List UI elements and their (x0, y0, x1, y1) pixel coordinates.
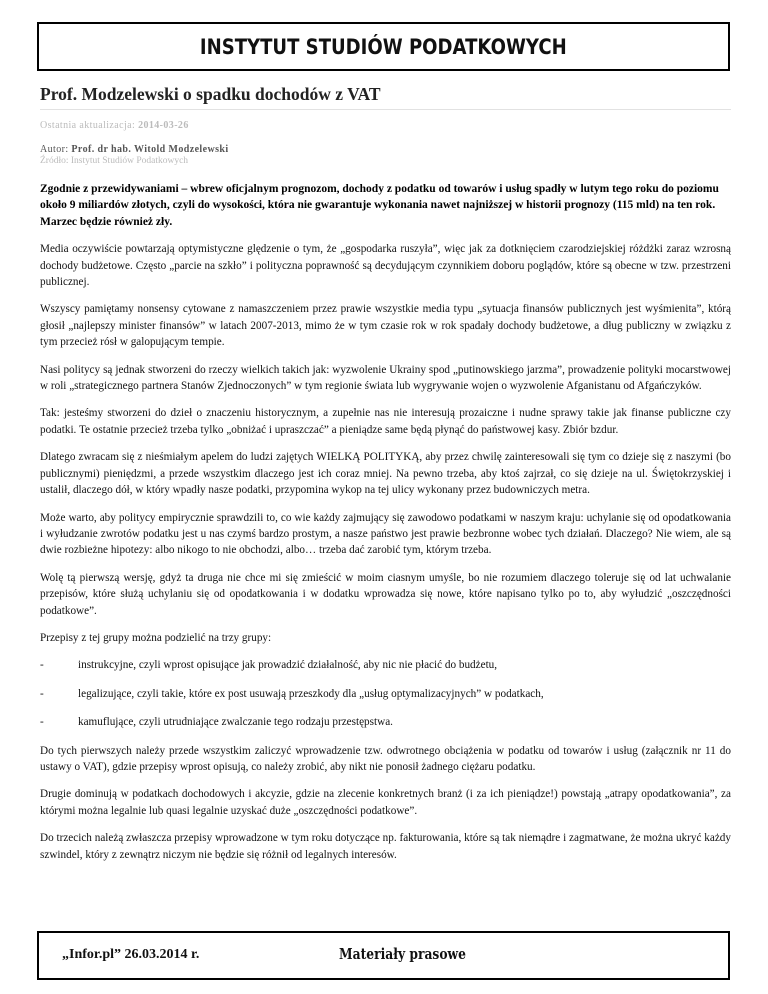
last-updated-date: 2014-03-26 (138, 120, 189, 131)
list-dash: - (40, 716, 44, 729)
paragraph: Tak: jesteśmy stworzeni do dzieł o znaczeniu historycznym, a zupełnie nas nie interesują prozaiczne i nudne sprawy takie jak finanse publiczne czy podatki. Te ostatnie przecież trzeba tylko „obniżać i upraszczać” a pieniądze same będą płynąć do państwowej kasy. Zbiór bzdur. (40, 407, 731, 436)
paragraph: Nasi politycy są jednak stworzeni do rzeczy wielkich takich jak: wyzwolenie Ukrainy spod „putinowskiego jarzma”, prowadzenie polityki mocarstwowej w roli „strategicznego partnera Stanów Zjednoczonych” w tym regionie świata lub wygrywanie wojen o wyzwolenie Afganistanu od Afgańczyków. (40, 363, 731, 393)
author-label: Autor: (40, 144, 69, 155)
last-updated-label: Ostatnia aktualizacja: (40, 120, 136, 131)
source-line: Źródło: Instytut Studiów Podatkowych (40, 156, 189, 166)
paragraph: Do tych pierwszych należy przede wszystkim zaliczyć wprowadzenie tzw. odwrotnego obciążenia w podatku od towarów i usług (załącznik nr 11 do ustawy o VAT), gdzie przepisy wprost opisują, co należy zrobić, aby nikt nie ponosił żadnego ciężaru podatku. (40, 744, 731, 773)
footer-source-date: „Infor.pl” 26.03.2014 r. (62, 947, 200, 962)
author-line (40, 144, 731, 155)
paragraph: Media oczywiście powtarzają optymistyczne ględzenie o tym, że „gospodarka ruszyła”, więc jak za dotknięciem czarodziejskiej różdżki zaraz wzrosną dochody budżetowe. Często „parcie na szkło” i polityczna poprawność są decydującym czynnikiem doboru poglądów, które są obecne w tzw. przestrzeni publicznej. (40, 243, 731, 289)
list-item (40, 686, 731, 702)
institute-title: INSTYTUT STUDIÓW PODATKOWYCH (200, 34, 567, 59)
paragraph: Przepisy z tej grupy można podzielić na trzy grupy: (40, 631, 272, 644)
list-item (40, 714, 731, 730)
last-updated (40, 120, 731, 131)
paragraph: Może warto, aby politycy empirycznie sprawdzili to, co wie każdy zajmujący się zawodowo podatkami w naszym kraju: uchylanie się od opodatkowania i wyłudzanie zwrotów podatku jest u nas czymś bardzo prostym, a nasze państwo jest prawie bezbronne wobec tych działań. Dlaczego? Nie wiem, ale są dwie rozbieżne hipotezy: albo nikogo to nie obchodzi, albo… trzeba dać zarobić tym, którym trzeba. (40, 511, 731, 557)
article (40, 84, 731, 863)
paragraph: Wszyscy pamiętamy nonsensy cytowane z namaszczeniem przez prawie wszystkie media typu „sytuacja finansów publicznych jest wyśmienita”, którą głosił „najlepszy minister finansów” w latach 2007-2013, mimo że w tym czasie rok w rok spadały dochody budżetowe, a dług publiczny w związku z tym przecież rósł w galopującym tempie. (40, 303, 731, 349)
list-item-text: kamuflujące, czyli utrudniające zwalczanie tego rodzaju przestępstwa. (78, 716, 393, 729)
author-name: Prof. dr hab. Witold Modzelewski (71, 144, 229, 155)
list-item (40, 657, 731, 673)
article-title: Prof. Modzelewski o spadku dochodów z VAT (40, 84, 731, 110)
list-dash: - (40, 659, 44, 672)
paragraph: Wolę tą pierwszą wersję, gdyż ta druga nie chce mi się zmieścić w moim ciasnym umyśle, bo nie rozumiem dlaczego toleruje się od lat uchwalanie przepisów, które służą uchylaniu się od opodatkowania i w dodatku wprowadza się nowe, które napisano tylko po to, aby wyłudzić „oszczędności podatkowe”. (40, 571, 731, 617)
header-banner (37, 22, 730, 71)
article-lead: Zgodnie z przewidywaniami – wbrew oficjalnym prognozom, dochody z podatku od towarów i usług spadły w lutym tego roku do poziomu około 9 miliardów złotych, czyli do wysokości, która nie gwarantuje wykonania nawet najniższej w historii prognozy (115 mld) na ten rok. Marzec będzie również zły. (40, 183, 719, 228)
list-dash: - (40, 687, 44, 700)
rule-types-list (40, 657, 731, 730)
footer-label: Materiały prasowe (339, 945, 466, 963)
paragraph: Drugie dominują w podatkach dochodowych i akcyzie, gdzie na zlecenie konkretnych branż (i za ich pieniądze!) powstają „atrapy opodatkowania”, za którymi można legalnie lub quasi legalnie uzyskać duże „oszczędności podatkowe”. (40, 788, 731, 817)
list-item-text: instrukcyjne, czyli wprost opisujące jak prowadzić działalność, aby nic nie płacić do budżetu, (78, 659, 498, 672)
paragraph: Dlatego zwracam się z nieśmiałym apelem do ludzi zajętych WIELKĄ POLITYKĄ, aby przez chwilę zainteresowali się tym co dzieje się z naszymi (bo publicznymi) pieniędzmi, a przede wszystkim dlaczego jest ich coraz mniej. Na pewno trzeba, aby ktoś zajrzał, co się dzieje na ul. Świętokrzyskiej i ustalił, dlaczego dół, w który wpadły nasze podatki, przypomina wykop na tej ulicy wykonany przez budowniczych metra. (40, 451, 731, 497)
paragraph: Do trzecich należą zwłaszcza przepisy wprowadzone w tym roku dotyczące np. fakturowania, które są tak niemądre i zagmatwane, że można ukryć każdy szwindel, który z zewnątrz niczym nie będzie się różnił od legalnych interesów. (40, 832, 731, 861)
list-item-text: legalizujące, czyli takie, które ex post usuwają przeszkody dla „usług optymalizacyjnych” w podatkach, (78, 687, 544, 700)
footer-banner (37, 931, 730, 980)
